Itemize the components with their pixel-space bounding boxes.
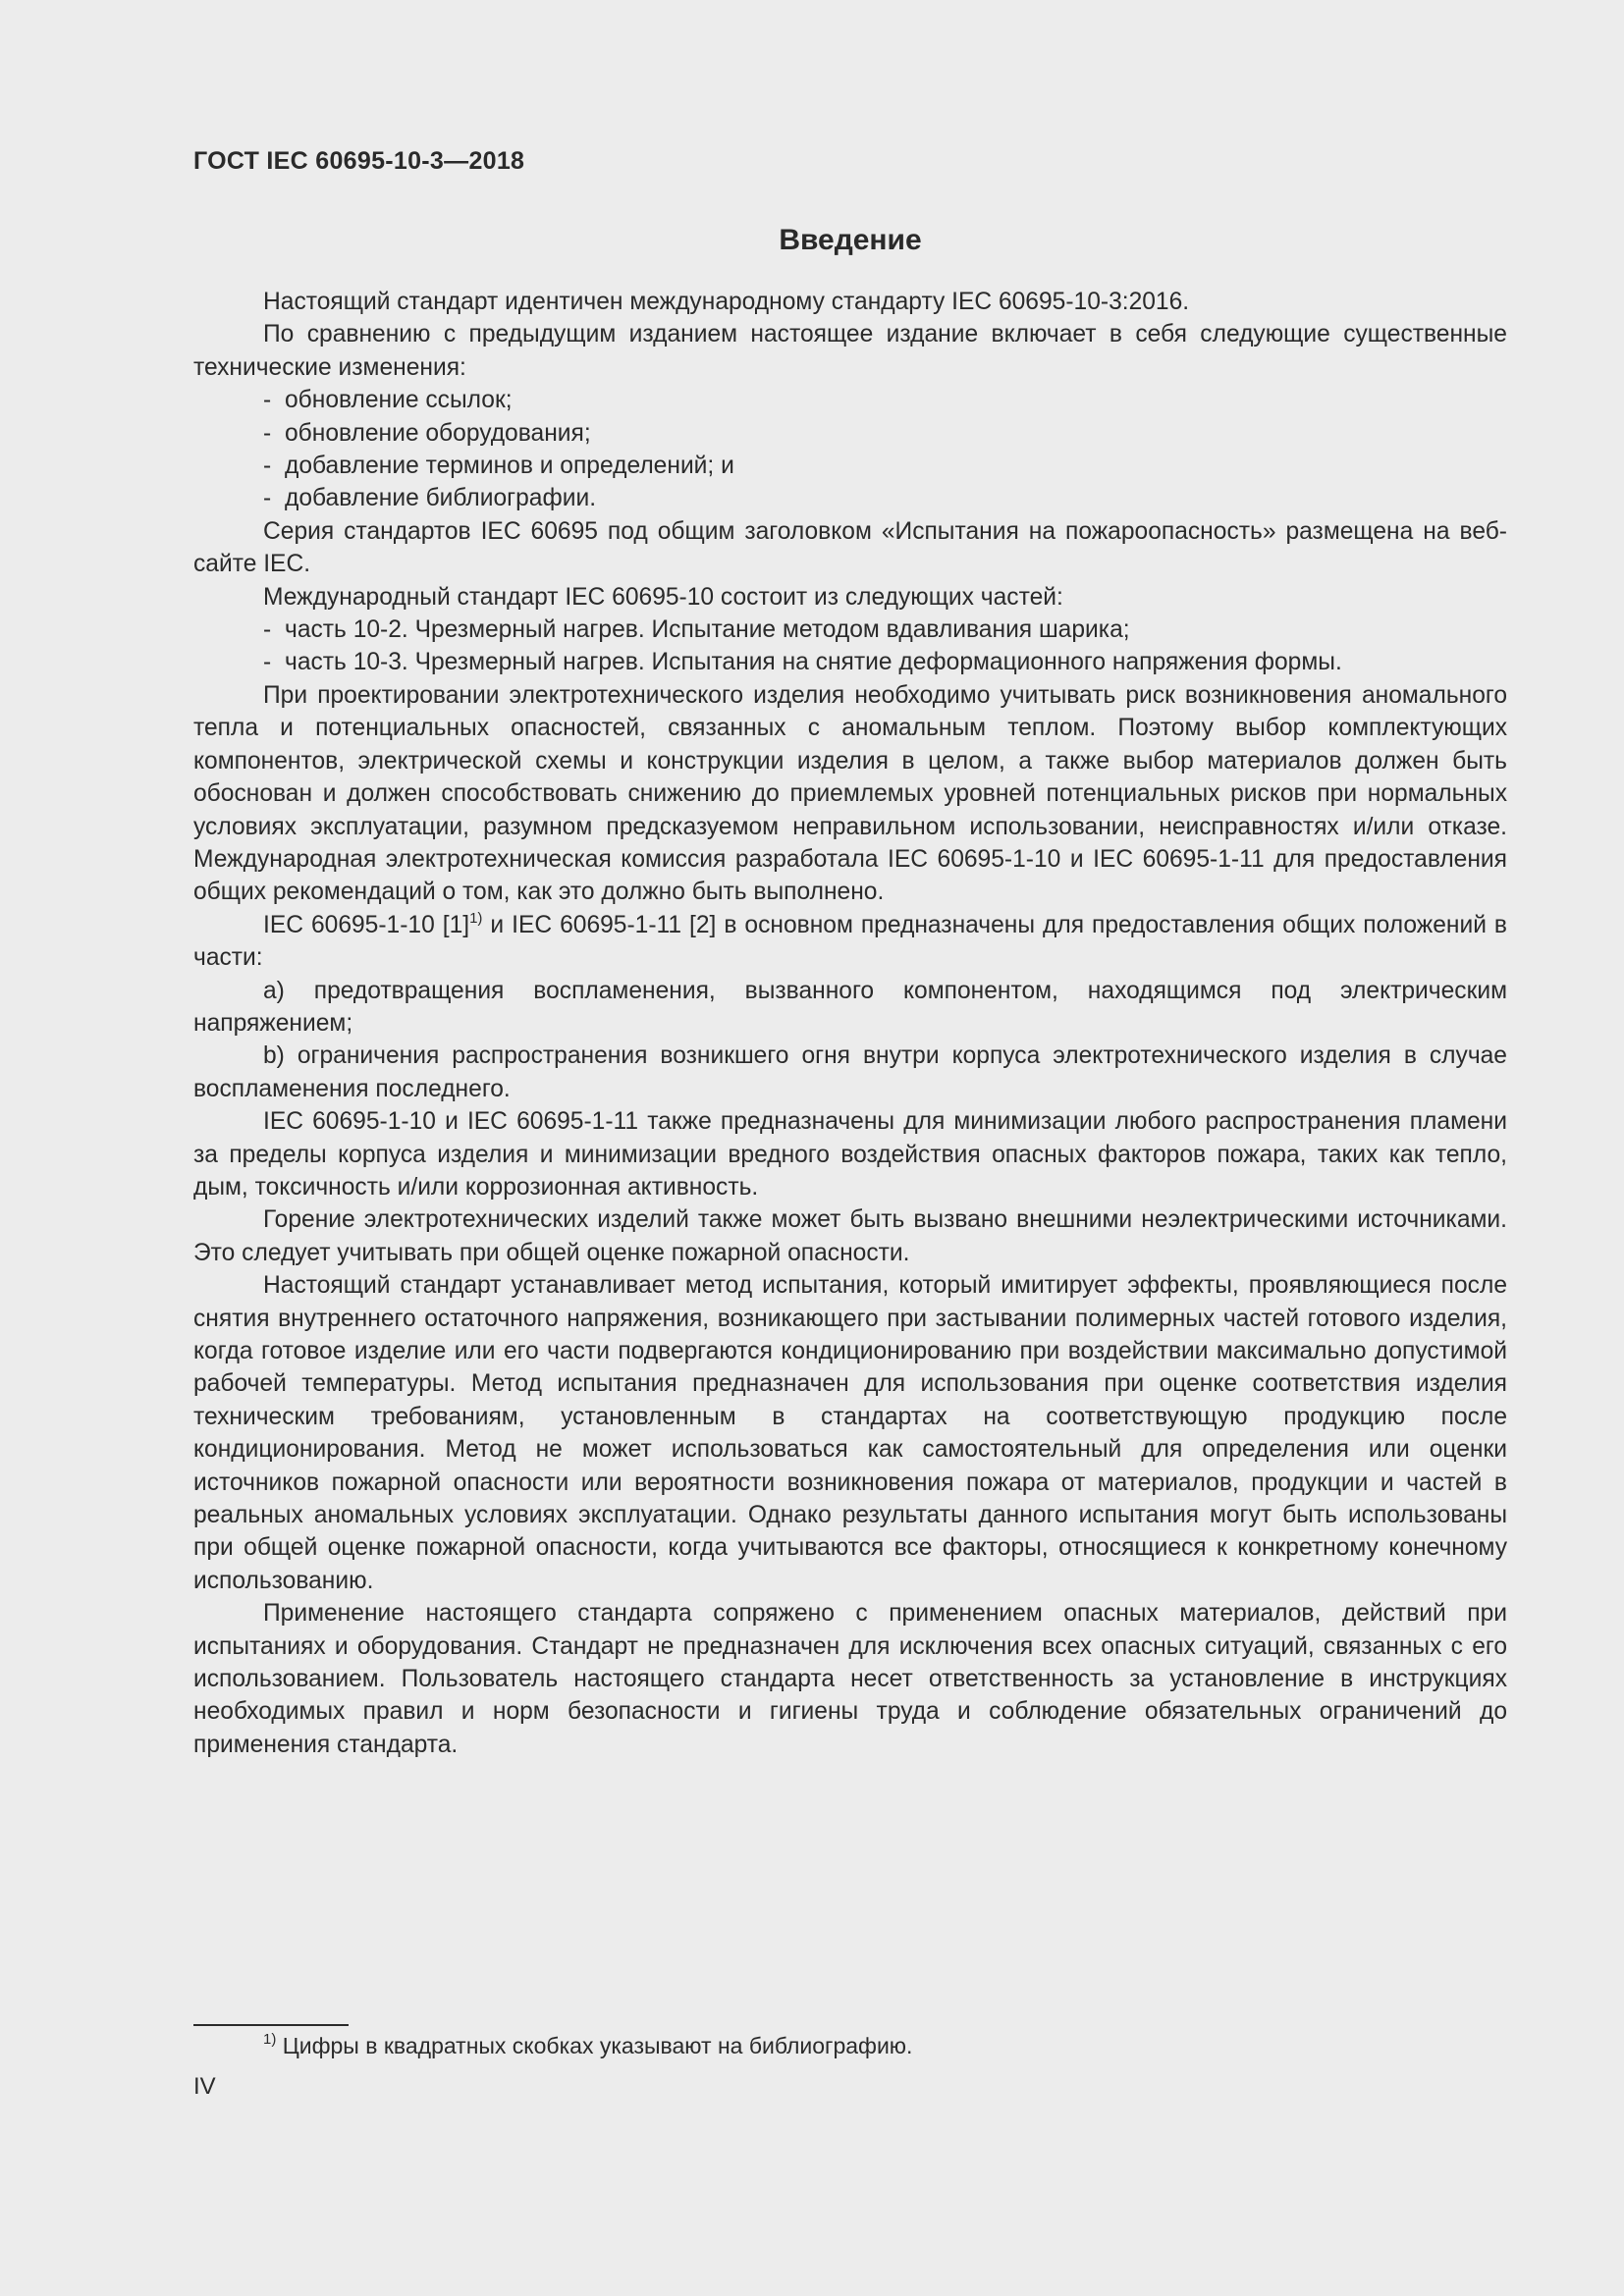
list-item-text: добавление библиографии. (285, 485, 597, 512)
paragraph: Горение электротехнических изделий также может быть вызвано внешними неэлектрическими источниками. Это следует учитывать при общей оценке пожарной опасности. (193, 1206, 1507, 1266)
document-header: ГОСТ IEC 60695-10-3—2018 (193, 147, 525, 175)
list-item-text: добавление терминов и определений; и (285, 453, 734, 480)
footnote (263, 2031, 912, 2060)
paragraph: b) ограничения распространения возникшего огня внутри корпуса электротехнического изделия в случае воспламенения последнего. (193, 1042, 1507, 1102)
paragraph-text: IEC 60695-1-10 [1] (263, 911, 470, 938)
paragraph: При проектировании электротехнического изделия необходимо учитывать риск возникновения аномального тепла и потенциальных опасностей, связанных с аномальным теплом. Поэтому выбор комплектующих компонентов, электрической схемы и конструкции изделия в целом, а также выбор материалов должен быть обоснован и должен способствовать снижению до приемлемых уровней потенциальных рисков при нормальных условиях эксплуатации, разумном предсказуемом неправильном использовании, неисправностях и/или отказе. Международная электротехническая комиссия разработала IEC 60695-1-10 и IEC 60695-1-11 для предоставления общих рекомендаций о том, как это должно быть выполнено. (193, 681, 1507, 906)
document-body (193, 286, 1507, 1761)
page-title: Введение (779, 224, 922, 256)
paragraph: Настоящий стандарт идентичен международному стандарту IEC 60695-10-3:2016. (263, 289, 1190, 315)
footnote-text: Цифры в квадратных скобках указывают на библиографию. (276, 2033, 913, 2058)
paragraph (193, 909, 1507, 975)
list-item-text: обновление ссылок; (285, 387, 513, 414)
list-marker: - (263, 649, 272, 676)
list-item-text: часть 10-2. Чрезмерный нагрев. Испытание методом вдавливания шарика; (285, 616, 1130, 644)
list-item (193, 417, 1507, 450)
list-marker: - (263, 616, 272, 644)
footnote-mark: 1) (263, 2031, 277, 2048)
list-item (193, 614, 1507, 646)
paragraph-text: и IEC 60695-1-11 [2] в основном предназначены для предоставления общих положений в части: (193, 911, 1507, 972)
paragraph: Применение настоящего стандарта сопряжено с применением опасных материалов, действий при испытаниях и оборудования. Стандарт не предназначен для исключения всех опасных ситуаций, связанных с его использованием. Пользователь настоящего стандарта несет ответственность за установление в инструкциях необходимых правил и норм безопасности и гигиены труда и соблюдение обязательных ограничений до применения стандарта. (193, 1600, 1507, 1758)
list-item (193, 384, 1507, 416)
list-marker: - (263, 453, 272, 480)
footnote-reference: 1) (469, 909, 483, 927)
paragraph: IEC 60695-1-10 и IEC 60695-1-11 также предназначены для минимизации любого распространения пламени за пределы корпуса изделия и минимизации вредного воздействия опасных факторов пожара, таких как тепло, дым, токсичность и/или коррозионная активность. (193, 1108, 1507, 1201)
list-item-text: обновление оборудования; (285, 419, 591, 447)
paragraph: По сравнению с предыдущим изданием настоящее издание включает в себя следующие существенные технические изменения: (193, 321, 1507, 381)
list-marker: - (263, 419, 272, 447)
paragraph: a) предотвращения воспламенения, вызванного компонентом, находящимся под электрическим напряжением; (193, 977, 1507, 1037)
list-marker: - (263, 485, 272, 512)
list-item-text: часть 10-3. Чрезмерный нагрев. Испытания на снятие деформационного напряжения формы. (285, 649, 1342, 676)
list-marker: - (263, 387, 272, 414)
list-item (193, 482, 1507, 514)
list-item (193, 450, 1507, 482)
paragraph: Международный стандарт IEC 60695-10 состоит из следующих частей: (263, 583, 1063, 611)
footnote-separator (193, 2024, 349, 2026)
paragraph: Настоящий стандарт устанавливает метод испытания, который имитирует эффекты, проявляющиеся после снятия внутреннего остаточного напряжения, возникающего при застывании полимерных частей готового изделия, когда готовое изделие или его части подвергаются кондиционированию при воздействии максимально допустимой рабочей температуры. Метод испытания предназначен для использования при оценке соответствия изделия техническим требованиям, установленным в стандартах на соответствующую продукцию после кондиционирования. Метод не может использоваться как самостоятельный для определения или оценки источников пожарной опасности или вероятности возникновения пожара от материалов, продукции и частей в реальных аномальных условиях эксплуатации. Однако результаты данного испытания могут быть использованы при общей оценке пожарной опасности, когда учитываются все факторы, относящиеся к конкретному конечному использованию. (193, 1272, 1507, 1594)
list-item (193, 646, 1507, 678)
paragraph: Серия стандартов IEC 60695 под общим заголовком «Испытания на пожароопасность» размещена на веб-сайте IEC. (193, 517, 1507, 578)
page-number: IV (193, 2073, 216, 2100)
